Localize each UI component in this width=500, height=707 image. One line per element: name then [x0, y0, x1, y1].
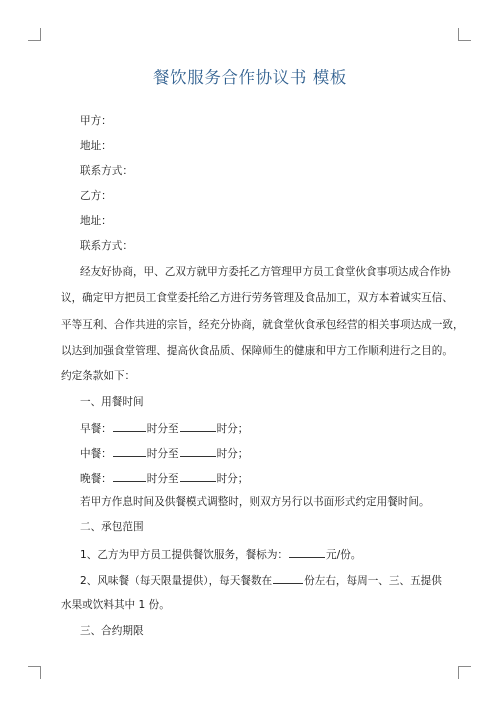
- crop-mark-top-right: [458, 28, 471, 41]
- lunch-start-blank: [113, 445, 146, 457]
- dinner-label: 晚餐：: [80, 473, 112, 485]
- dinner-start-blank: [113, 470, 146, 482]
- meal-count-blank: [273, 572, 303, 584]
- intro-line-3: 平等互利、合作共进的宗旨，经充分协商，就食堂伙食承包经营的相关事项达成一致，: [61, 319, 464, 331]
- crop-mark-bottom-left: [28, 666, 41, 679]
- item-1-unit: 元/份。: [326, 549, 362, 561]
- party-a-label: 甲方：: [80, 115, 112, 127]
- lunch-label: 中餐：: [80, 448, 112, 460]
- dinner-mid: 时分至: [146, 473, 179, 485]
- intro-line-1: 经友好协商，甲、乙双方就甲方委托乙方管理甲方员工食堂伙食事项达成合作协: [80, 266, 451, 278]
- breakfast-mid: 时分至: [146, 423, 179, 435]
- meal-price-blank: [289, 546, 325, 558]
- party-b-address: 地址：: [80, 215, 112, 227]
- item-1-text: 1、乙方为甲方员工提供餐饮服务，餐标为：: [80, 549, 289, 561]
- intro-line-4: 以达到加强食堂管理、提高伙食品质、保障师生的健康和甲方工作顺利进行之目的。: [61, 345, 453, 357]
- item-2-text-cont: 份左右，每周一、三、五提供: [304, 575, 442, 587]
- party-a-contact: 联系方式：: [80, 165, 133, 177]
- intro-line-2: 议，确定甲方把员工食堂委托给乙方进行劳务管理及食品加工，双方本着诚实互信、: [61, 292, 453, 304]
- party-b-label: 乙方：: [80, 190, 112, 202]
- section-3-heading: 三、合约期限: [80, 625, 144, 637]
- document-title: 餐饮服务合作协议书 模板: [153, 68, 347, 87]
- intro-line-5: 约定条款如下：: [61, 370, 136, 382]
- dinner-end-blank: [180, 470, 216, 482]
- lunch-mid: 时分至: [146, 448, 179, 460]
- lunch-end: 时分；: [216, 448, 249, 460]
- crop-mark-bottom-right: [458, 666, 471, 679]
- meal-time-note: 若甲方作息时间及供餐模式调整时，则双方另行以书面形式约定用餐时间。: [80, 496, 430, 508]
- breakfast-label: 早餐：: [80, 423, 112, 435]
- lunch-end-blank: [180, 445, 216, 457]
- breakfast-start-blank: [113, 420, 146, 432]
- section-2-heading: 二、承包范围: [80, 521, 144, 533]
- section-1-heading: 一、用餐时间: [80, 396, 144, 408]
- lunch-line: [80, 445, 248, 461]
- breakfast-line: [80, 420, 248, 436]
- contract-item-2: [80, 572, 442, 588]
- contract-item-2-line-2: 水果或饮料其中 1 份。: [61, 599, 170, 611]
- contract-item-1: [80, 546, 361, 562]
- party-b-contact: 联系方式：: [80, 240, 133, 252]
- dinner-end: 时分；: [216, 473, 249, 485]
- dinner-line: [80, 470, 248, 486]
- crop-mark-top-left: [28, 28, 41, 41]
- item-2-text: 2、风味餐（每天限量提供），每天餐数在: [80, 575, 273, 587]
- party-a-address: 地址：: [80, 140, 112, 152]
- breakfast-end-blank: [180, 420, 216, 432]
- breakfast-end: 时分；: [216, 423, 249, 435]
